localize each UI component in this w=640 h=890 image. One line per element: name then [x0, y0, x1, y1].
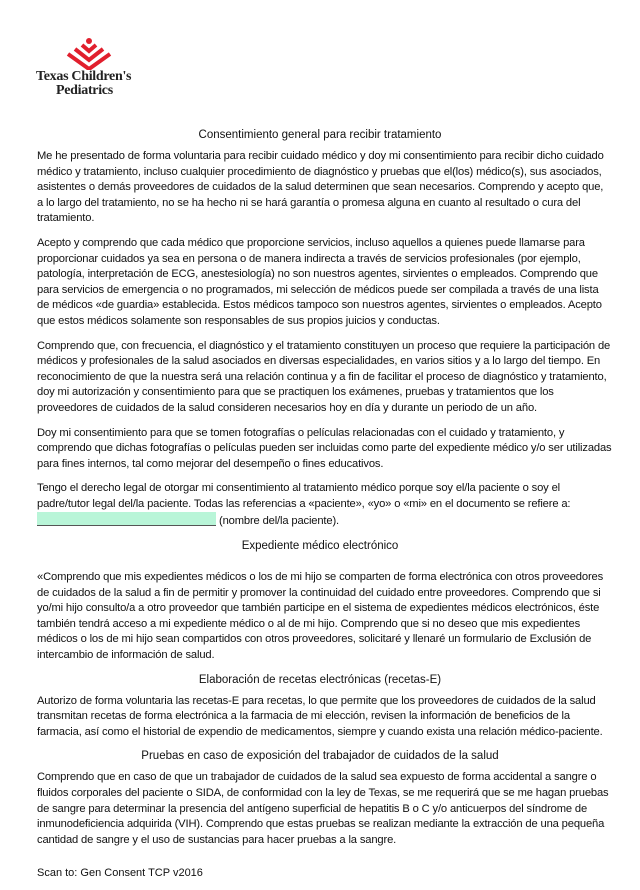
heading-exposure: Pruebas en caso de exposición del trabajador de cuidados de la salud [141, 750, 499, 763]
heading-erx: Elaboración de recetas electrónicas (recetas-E) [198, 673, 442, 686]
footer-scan-to: Scan to: Gen Consent TCP v2016 [37, 867, 203, 880]
paragraph-legal [37, 481, 612, 530]
paragraph-physicians: Acepto y comprendo que cada médico que proporcione servicios, incluso aquellos a quienes puede llamarse para proporcionar cuidados ya sea en persona o de manera indirecta a través de servicios profesionales (por ejemplo, patología, interpretación de ECG, anestesiología) no son nuestros agentes, sirvientes o empleados. Comprendo que para servicios de emergencia o no programados, mi selección de médicos puede ser compilada a través de una lista de médicos «de guardia» establecida. Estos médicos tampoco son nuestros agentes, sirvientes o empleados. Acepto que estos médicos solamente son responsables de sus propios juicios y conductas. [37, 236, 602, 327]
document-title: Consentimiento general para recibir tratamiento [198, 129, 442, 141]
legal-text: Tengo el derecho legal de otorgar mi consentimiento al tratamiento médico porque soy el/la paciente o soy el padre/tutor legal del/la paciente. Todas las referencias a «paciente», «yo» o «mi» en el documento se refiere a: [37, 482, 571, 510]
paragraph-voluntary: Me he presentado de forma voluntaria para recibir cuidado médico y doy mi consentimiento para recibir dicho cuidado médico y tratamiento, incluso cualquier procedimiento de diagnóstico y pruebas que el(los) médico(s), sus asociados, asistentes o demás proveedores de cuidados de la salud determinen que sean necesarios. Comprendo y acepto que, a lo largo del tratamiento, no se ha hecho ni se hará garantía o promesa alguna en cuanto al resultado o cura del tratamiento. [37, 150, 604, 225]
heading-ehr: Expediente médico electrónico [241, 540, 399, 553]
logo-line1: Texas Children's [36, 69, 132, 84]
paragraph-exposure: Comprendo que en caso de que un trabajador de cuidados de la salud sea expuesto de forma accidental a sangre o fluidos corporales del paciente o SIDA, de conformidad con la ley de Texas, se me requerirá que se me hagan pruebas de sangre para determinar la presencia del antígeno superficial de hepatitis B o C y/o anticuerpos del síndrome de inmunodeficiencia adquirida (VIH). Comprendo que estas pruebas se realizan mediante la extracción de una pequeña cantidad de sangre y el uso de sustancias para hacer pruebas a la sangre. [37, 771, 609, 846]
patient-name-label: (nombre del/la paciente). [219, 515, 340, 528]
paragraph-photos: Doy mi consentimiento para que se tomen fotografías o películas relacionadas con el cuidado y tratamiento, y comprendo que dichas fotografías o películas pueden ser incluidas como parte del expediente médico y/o ser utilizadas para fines internos, tal como mejorar del desempeño o fines educativos. [37, 426, 612, 470]
paragraph-ehr: «Comprendo que mis expedientes médicos o los de mi hijo se comparten de forma electrónica con otros proveedores de cuidados de la salud a fin de permitir y promover la continuidad del cuidado entre proveedores. Comprendo que si yo/mi hijo consulto/a a otro proveedor que también participe en el sistema de expedientes médicos electrónicos, éste también tendrá acceso a mi expediente médico o al de mi hijo. Comprendo que si no deseo que mis expedientes médicos o los de mi hijo sean compartidos con otros proveedores, solicitaré y llenaré un formulario de Exclusión de intercambio de información de salud. [37, 571, 604, 662]
patient-name-field[interactable] [37, 512, 216, 526]
logo-line2: Pediatrics [56, 83, 113, 98]
paragraph-diagnosis: Comprendo que, con frecuencia, el diagnóstico y el tratamiento constituyen un proceso que requiere la participación de médicos y profesionales de la salud asociados en diversas especialidades, en varios sitios y a lo largo del tiempo. En reconocimiento de que la nuestra será una relación continua y a fin de facilitar el proceso de diagnóstico y tratamiento, doy mi autorización y consentimiento para que se practiquen los exámenes, pruebas y tratamientos que los proveedores de cuidados de la salud consideren necesarios hoy en día y durante un periodo de un año. [37, 339, 611, 414]
heart-logo-icon [66, 38, 112, 70]
texas-childrens-logo [36, 38, 146, 98]
paragraph-erx: Autorizo de forma voluntaria las recetas-E para recetas, lo que permite que los proveedores de cuidados de la salud transmitan recetas de forma electrónica a la farmacia de mi elección, revisen la información de beneficios de la farmacia, así como el historial de expendio de medicamentos, siempre y cuando exista una relación médico-paciente. [37, 694, 603, 738]
